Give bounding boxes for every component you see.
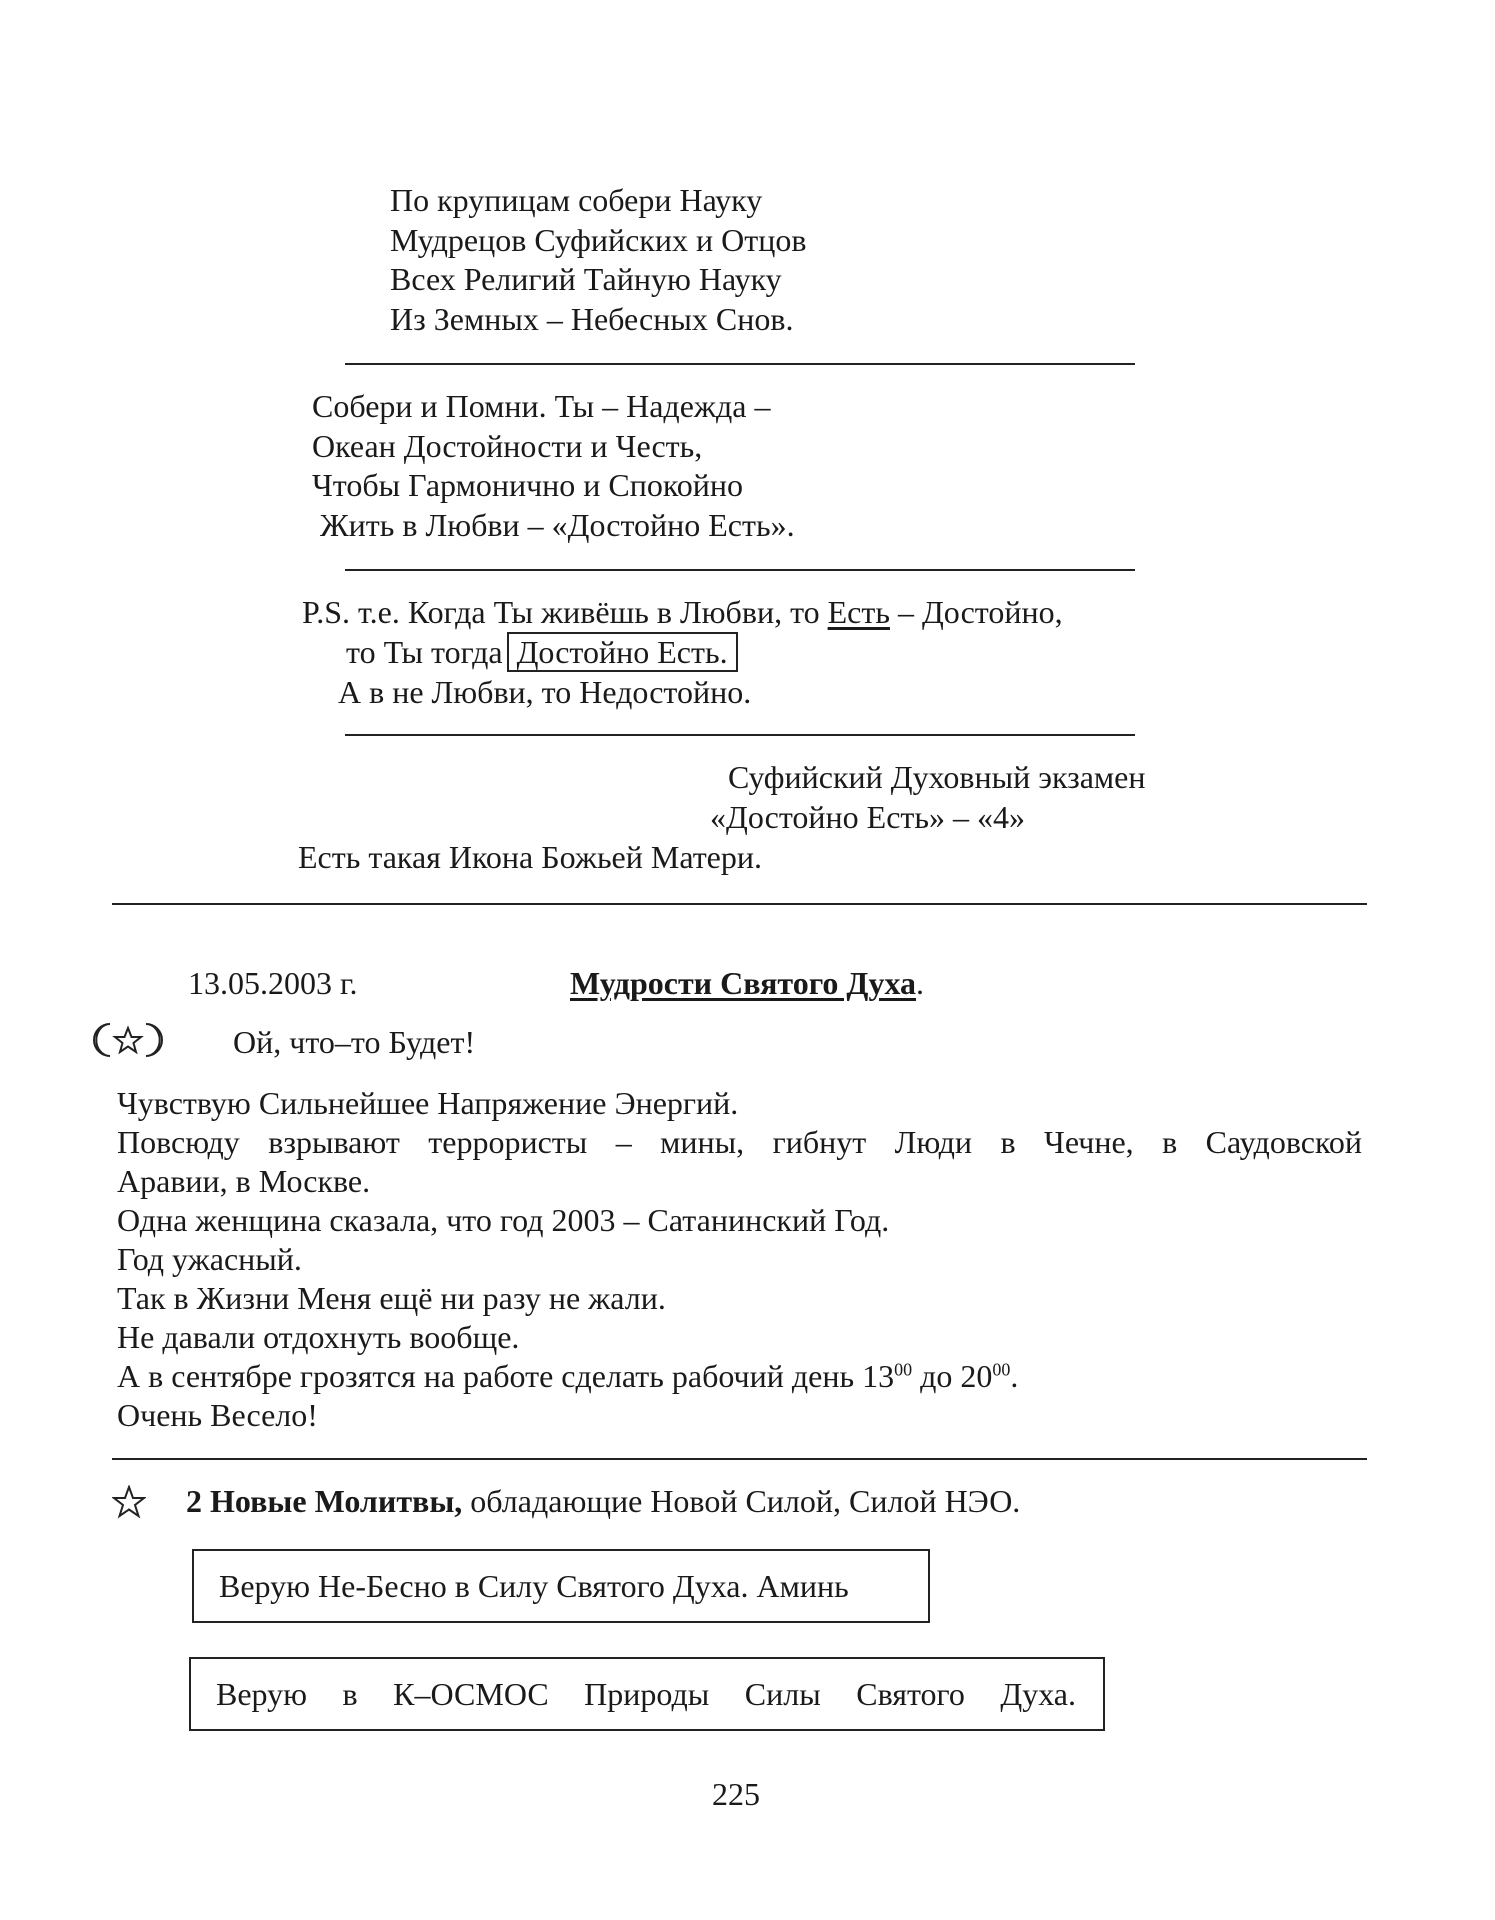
poem2-line-3: Чтобы Гармонично и Спокойно <box>312 467 744 503</box>
entry-line-september <box>117 1356 1018 1396</box>
entry-line-last: Очень Весело! <box>117 1397 318 1433</box>
ps-boxed-phrase: Достойно Есть. <box>507 632 738 672</box>
exam-line-2: «Достойно Есть» – «4» <box>710 799 1025 835</box>
ps-line-1 <box>302 592 1063 632</box>
poem2-line-1: Собери и Помни. Ты – Надежда – <box>312 388 771 424</box>
entry-line-3: Аравии, в Москве. <box>117 1163 371 1199</box>
prayers-heading <box>186 1481 1020 1521</box>
ps-line-3: А в не Любви, то Недостойно. <box>338 674 752 710</box>
entry-date: 13.05.2003 г. <box>188 965 358 1001</box>
entry-line-1: Чувствую Сильнейшее Напряжение Энергий. <box>117 1085 739 1121</box>
prayer-2-text: Верую в К–ОСМОС Природы Силы Святого Духа. <box>216 1676 1076 1712</box>
entry-title-period: . <box>916 965 925 1001</box>
ps-line-1-text: P.S. т.е. Когда Ты живёшь в Любви, то <box>302 594 828 630</box>
poem1-line-2: Мудрецов Суфийских и Отцов <box>390 222 807 258</box>
divider <box>345 363 1135 365</box>
sept-sup-1: 00 <box>894 1359 913 1380</box>
entry-line-5: Год ужасный. <box>117 1241 302 1277</box>
exam-line-3: Есть такая Икона Божьей Матери. <box>298 839 762 875</box>
exam-line-1: Суфийский Духовный экзамен <box>728 759 1146 795</box>
sept-text-c: . <box>1010 1358 1019 1394</box>
star-outline-icon <box>112 1485 146 1519</box>
entry-line-4: Одна женщина сказала, что год 2003 – Сатанинский Год. <box>117 1202 890 1238</box>
prayer-1-text: Верую Не-Бесно в Силу Святого Духа. Аминь <box>219 1568 849 1604</box>
ps-line-2-text: то Ты тогда <box>346 634 503 670</box>
entry-title-text: Мудрости Святого Духа <box>570 965 917 1001</box>
sept-text-b: до 20 <box>912 1358 993 1394</box>
poem1-line-3: Всех Религий Тайную Науку <box>390 261 782 297</box>
poem2-line-2: Океан Достойности и Честь, <box>312 428 703 464</box>
page-number: 225 <box>712 1776 760 1812</box>
divider <box>345 734 1135 736</box>
poem1-line-1: По крупицам собери Науку <box>390 182 763 218</box>
entry-exclamation: Ой, что–то Будет! <box>233 1024 476 1060</box>
ps-underlined-word: Есть <box>827 594 890 630</box>
entry-line-7: Не давали отдохнуть вообще. <box>117 1319 520 1355</box>
prayers-heading-rest: обладающие Новой Силой, Силой НЭО. <box>462 1483 1021 1519</box>
section-divider <box>112 903 1367 905</box>
poem1-line-4: Из Земных – Небесных Снов. <box>390 301 794 337</box>
ps-line-1-tail: – Достойно, <box>889 594 1063 630</box>
entry-line-2: Повсюду взрывают террористы – мины, гибнут Люди в Чечне, в Саудовской <box>117 1124 1362 1160</box>
prayer-box-1 <box>192 1549 930 1623</box>
poem2-line-4: Жить в Любви – «Достойно Есть». <box>320 507 795 543</box>
section-divider <box>112 1458 1367 1460</box>
prayers-heading-bold: 2 Новые Молитвы, <box>186 1483 463 1519</box>
prayer-box-2 <box>189 1657 1105 1731</box>
moon-star-icon <box>88 1020 168 1060</box>
ps-line-2 <box>346 632 738 672</box>
sept-text-a: А в сентябре грозятся на работе сделать рабочий день 13 <box>117 1358 895 1394</box>
sept-sup-2: 00 <box>992 1359 1011 1380</box>
entry-line-6: Так в Жизни Меня ещё ни разу не жали. <box>117 1280 666 1316</box>
entry-title <box>570 963 924 1003</box>
divider <box>345 569 1135 571</box>
